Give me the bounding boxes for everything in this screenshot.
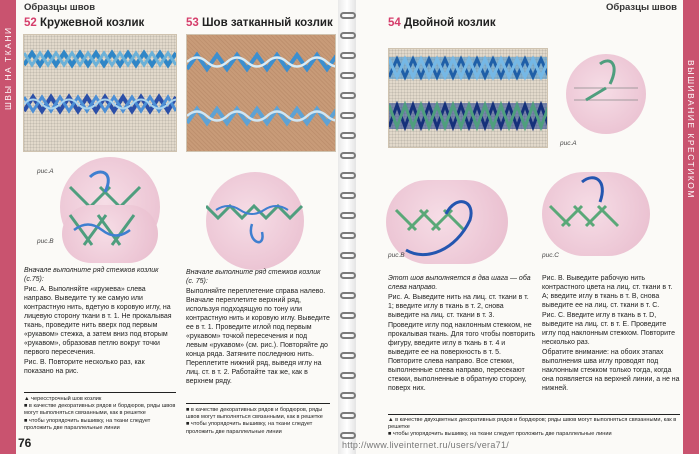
section-52-note-3: ■ чтобы упорядочить вышивку, на ткани следует проложить две параллельные линии xyxy=(24,417,151,431)
diagram-b-circle xyxy=(62,205,158,263)
right-page-header: Образцы швов xyxy=(605,2,677,13)
diagram-54-a-stitches xyxy=(566,54,646,134)
spiral-coil xyxy=(340,32,356,39)
watermark-url[interactable]: http://www.liveinternet.ru/users/vera71/ xyxy=(342,440,510,450)
section-53-number: 53 xyxy=(186,17,199,29)
section-53-title: Шов затканный козлик xyxy=(202,17,333,29)
section-53-note-1: ■ в качестве декоративных рядов и бордюров, ряды швов могут выполняться связанными, как в решетке xyxy=(186,407,323,421)
spiral-coil xyxy=(340,212,356,219)
section-54-title: Двойной козлик xyxy=(404,17,496,29)
diagram-53-circle xyxy=(206,172,304,270)
section-54-step-b: Рис. В. Выведите рабочую нить контрастного цвета на лиц. ст. ткани в т. А; введите иглу в ткань в т. В, снова выведите ее на лиц. ст. ткани в т. С. xyxy=(542,275,673,309)
section-52-notes-rule xyxy=(24,392,176,393)
spiral-coil xyxy=(340,112,356,119)
spiral-coil xyxy=(340,412,356,419)
section-52-step-b: Рис. В. Повторите несколько раз, как показано на рис. xyxy=(24,359,145,375)
woven-herringbone-photo xyxy=(186,34,336,152)
left-page-header: Образцы швов xyxy=(24,2,96,13)
left-side-tab xyxy=(0,0,16,454)
spiral-coil xyxy=(340,152,356,159)
spiral-coil xyxy=(340,272,356,279)
spiral-coil xyxy=(340,92,356,99)
left-page xyxy=(0,0,340,454)
spiral-coil xyxy=(340,432,356,439)
section-54-note-1: ▲ в качестве двухцветных декоративных рядов и бордюров; ряды швов могут выполняться связанными, как в решетке xyxy=(388,417,677,431)
section-54-notes-rule xyxy=(388,414,680,415)
spiral-coil xyxy=(340,12,356,19)
section-53-note-2: ■ чтобы упорядочить вышивку, на ткани следует проложить две параллельные линии xyxy=(186,421,313,435)
spiral-coil xyxy=(340,332,356,339)
spiral-coil xyxy=(340,192,356,199)
section-52-step-a: Рис. А. Выполняйте «кружева» слева направо. Выведите ту же самую или контрастную нить, вдетую в коровую иглу, на лицевую сторону ткани в т. 1. Не прокалывая ткань, проведите нить вверх под первым «рукавом» стежка, а затем вниз под вторым «рукавом», образовав петлю вокруг точки первого пересечения. xyxy=(24,286,172,356)
section-54-body-right xyxy=(542,274,680,394)
double-herringbone-photo xyxy=(388,48,548,148)
section-53-instructions: Выполняйте переплетение справа налево. Вначале переплетите верхний ряд, используя подходящую по тону или контрастную нить и коровую иглу. Выведите ее в т. 1. Проведите иглой под первым «рукавом» точкой пересечения и под левым «рукавом» (см. рис.). Повторяйте до конца ряда. Затяните последнюю нить. Переплетите нижний ряд, выведя иглу на лиц. ст. в т. 2. Работайте так же, как в верхнем ряду. xyxy=(186,288,330,385)
caption-54-a: рис.А xyxy=(560,140,577,147)
spiral-coil xyxy=(340,252,356,259)
section-52-number: 52 xyxy=(24,17,37,29)
section-54-notes xyxy=(388,417,680,439)
section-54-intro: Этот шов выполняется в два шага — оба слева направо. xyxy=(388,275,531,291)
double-herringbone-stitches xyxy=(389,49,547,147)
caption-52-b: рис.В xyxy=(37,238,54,245)
section-52-intro: Вначале выполните ряд стежков козлик (с.75): xyxy=(24,267,159,283)
diagram-54-c-stitches xyxy=(542,172,650,256)
right-page xyxy=(356,0,699,454)
spiral-coil xyxy=(340,72,356,79)
spiral-binding xyxy=(338,0,358,454)
caption-52-a: рис.А xyxy=(37,168,54,175)
section-53-notes xyxy=(186,407,330,436)
diagram-b-stitches xyxy=(62,205,158,263)
section-52-heading xyxy=(24,17,144,29)
section-54-heading xyxy=(388,17,496,29)
spiral-coil xyxy=(340,312,356,319)
caption-54-c: рис.С xyxy=(542,252,559,259)
section-54-number: 54 xyxy=(388,17,401,29)
diagram-53-stitches xyxy=(206,172,304,270)
lace-herringbone-photo xyxy=(23,34,177,152)
section-54-step-c: Рис. С. Введите иглу в ткань в т. D, выведите на лиц. ст. в т. Е. Проведите иглу под наклонным стежком. Повторите несколько раз. xyxy=(542,312,676,346)
section-52-title: Кружевной козлик xyxy=(40,17,145,29)
spiral-coil xyxy=(340,232,356,239)
diagram-54-a-circle xyxy=(566,54,646,134)
spiral-coil xyxy=(340,52,356,59)
section-52-body xyxy=(24,266,176,377)
section-53-heading xyxy=(186,17,333,29)
section-54-note-attention: Обратите внимание: на обоих этапах выполнения шва иглу проводят под наклонным стежком только тогда, когда она появляется на верхней линии, а не на нижней. xyxy=(542,349,680,392)
section-54-step-a: Рис. А. Выведите нить на лиц. ст. ткани в т. 1; введите иглу в ткань в т. 2, снова выведите на лиц. ст. ткани в т. 3. xyxy=(388,294,529,319)
diagram-54-c-circle xyxy=(542,172,650,256)
caption-54-b: рис.В xyxy=(388,252,405,259)
right-side-tab xyxy=(683,0,699,454)
section-52-note-2: ■ в качестве декоративных рядов и бордюров, ряды швов могут выполняться связанными, как в решетке xyxy=(24,403,176,417)
spiral-coil xyxy=(340,292,356,299)
spiral-coil xyxy=(340,172,356,179)
section-54-body-left xyxy=(388,274,536,394)
section-52-notes xyxy=(24,396,176,432)
left-page-number: 76 xyxy=(18,436,32,450)
lace-herringbone-stitches xyxy=(24,35,176,151)
section-54-note-2: ■ чтобы упорядочить вышивку, на ткани следует проложить две параллельные линии xyxy=(388,431,612,438)
spiral-coil xyxy=(340,352,356,359)
section-54-step-a-cont: Проведите иглу под наклонным стежком, не прокалывая ткань. Для того чтобы повторить фигуру, введите иглу в ткань в т. 4 и выведите ее на поверхность в т. 5. Повторите слева направо. Все стежки, выполненные слева направо, пересекают стежки, выполненные в обратную сторону, поверх них. xyxy=(388,322,536,392)
left-side-tab-label: ШВЫ НА ТКАНИ xyxy=(3,26,13,110)
section-52-note-1: ▲ чересстрочный шов козлик xyxy=(24,396,102,402)
spiral-coil xyxy=(340,392,356,399)
woven-herringbone-stitches xyxy=(187,35,335,151)
section-53-body xyxy=(186,268,330,387)
right-side-tab-label: ВЫШИВАНИЕ КРЕСТИКОМ xyxy=(686,60,696,199)
spiral-coil xyxy=(340,372,356,379)
section-53-notes-rule xyxy=(186,403,330,404)
spiral-coil xyxy=(340,132,356,139)
section-53-intro: Вначале выполните ряд стежков козлик (с. 75): xyxy=(186,269,321,285)
